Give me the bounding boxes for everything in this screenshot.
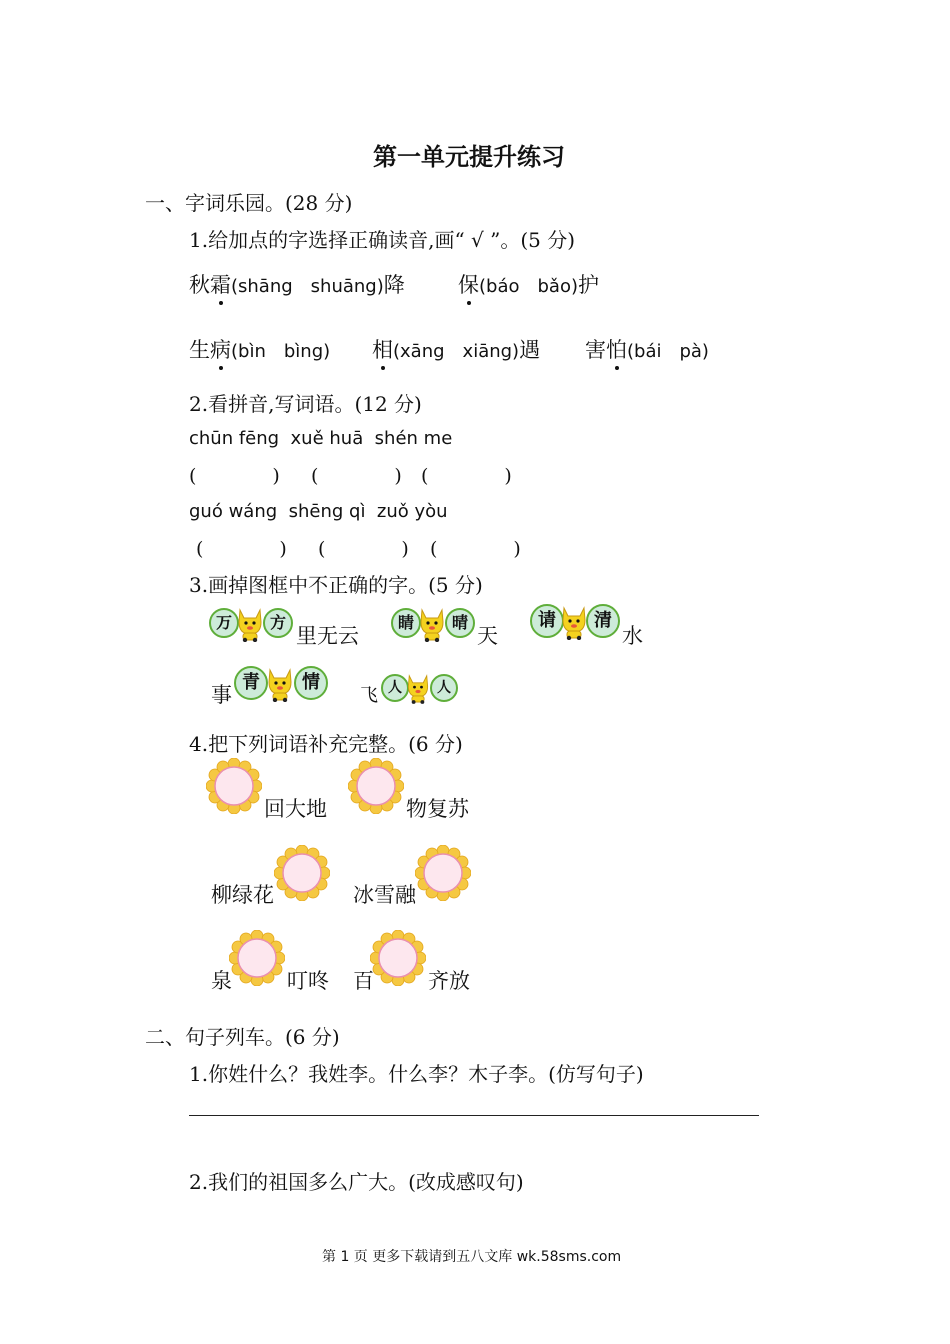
phrase-before: 泉 <box>211 969 232 993</box>
option-char-a[interactable]: 人 <box>381 674 409 702</box>
answer-blank[interactable]: ( ) <box>430 538 521 560</box>
question-1-prompt: 1.给加点的字选择正确读音,画“ √ ”。(5 分) <box>189 228 576 252</box>
flower-blank-icon[interactable] <box>415 845 471 901</box>
answer-blank[interactable]: ( ) <box>196 538 287 560</box>
character-choice-box[interactable] <box>391 606 475 642</box>
phrase-before: 飞 <box>360 685 378 706</box>
phrase-after: 水 <box>622 624 643 648</box>
phrase-after: 里无云 <box>296 624 359 648</box>
phrase-after: 天 <box>477 624 498 648</box>
character-choice-box[interactable] <box>209 606 293 642</box>
answer-line[interactable] <box>189 1115 759 1116</box>
flower-blank-icon[interactable] <box>370 930 426 986</box>
phrase-after: 物复苏 <box>406 797 469 821</box>
option-char-b[interactable]: 晴 <box>445 608 475 638</box>
cat-icon <box>264 666 296 702</box>
phrase-after: 齐放 <box>428 969 470 993</box>
pinyin-row-1: chūn fēng xuě huā shén me <box>189 428 453 449</box>
sentence-question-2: 2.我们的祖国多么广大。(改成感叹句) <box>189 1170 524 1194</box>
dotted-char: 怕 <box>606 334 627 364</box>
phrase-before: 冰雪融 <box>353 883 416 907</box>
sentence-question-1: 1.你姓什么？我姓李。什么李？木子李。(仿写句子) <box>189 1062 644 1086</box>
option-char-a[interactable]: 请 <box>530 604 564 638</box>
flower-blank-icon[interactable] <box>206 758 262 814</box>
question-3-prompt: 3.画掉图框中不正确的字。(5 分) <box>189 573 483 597</box>
pinyin-options: (báo bǎo) <box>479 276 578 297</box>
phrase-before: 百 <box>353 969 374 993</box>
flower-blank-icon[interactable] <box>274 845 330 901</box>
dotted-char: 病 <box>210 334 231 364</box>
answer-blank[interactable]: ( ) <box>421 465 512 487</box>
pinyin-choice-item[interactable]: 秋霜(shāng shuāng)降 <box>189 269 405 299</box>
phrase-before: 事 <box>211 683 232 707</box>
phrase-before: 柳绿花 <box>211 883 274 907</box>
pinyin-options: (shāng shuāng) <box>231 276 384 297</box>
pinyin-options: (bìn bìng) <box>231 341 331 362</box>
section-heading-2: 二、句子列车。(6 分) <box>145 1025 340 1049</box>
flower-blank-icon[interactable] <box>229 930 285 986</box>
pinyin-row-2: guó wáng shēng qì zuǒ yòu <box>189 501 448 522</box>
dotted-char: 相 <box>372 334 393 364</box>
cat-icon <box>234 606 266 642</box>
flower-blank-icon[interactable] <box>348 758 404 814</box>
answer-blank[interactable]: ( ) <box>318 538 409 560</box>
section-heading-1: 一、字词乐园。(28 分) <box>145 191 353 215</box>
pinyin-options: (bái pà) <box>627 341 709 362</box>
dotted-char: 霜 <box>210 269 231 299</box>
phrase-after: 回大地 <box>264 797 327 821</box>
pinyin-choice-item[interactable]: 害怕(bái pà) <box>585 334 709 364</box>
cat-icon <box>416 606 448 642</box>
dotted-char: 保 <box>458 269 479 299</box>
option-char-b[interactable]: 人 <box>430 674 458 702</box>
pinyin-choice-item[interactable]: 保(báo bǎo)护 <box>458 269 599 299</box>
page-footer: 第 1 页 更多下载请到五八文库 wk.58sms.com <box>322 1249 622 1265</box>
character-choice-box[interactable] <box>530 604 620 640</box>
question-4-prompt: 4.把下列词语补充完整。(6 分) <box>189 732 463 756</box>
option-char-b[interactable]: 方 <box>263 608 293 638</box>
option-char-a[interactable]: 青 <box>234 666 268 700</box>
pinyin-choice-item[interactable]: 相(xāng xiāng)遇 <box>372 334 540 364</box>
option-char-b[interactable]: 情 <box>294 666 328 700</box>
character-choice-box[interactable] <box>381 672 459 708</box>
pinyin-options: (xāng xiāng) <box>393 341 520 362</box>
option-char-a[interactable]: 万 <box>209 608 239 638</box>
question-2-prompt: 2.看拼音,写词语。(12 分) <box>189 392 422 416</box>
answer-blank[interactable]: ( ) <box>311 465 402 487</box>
option-char-b[interactable]: 清 <box>586 604 620 638</box>
phrase-after: 叮咚 <box>287 969 329 993</box>
page-title: 第一单元提升练习 <box>373 142 565 171</box>
cat-icon <box>404 672 432 704</box>
answer-blank[interactable]: ( ) <box>189 465 280 487</box>
pinyin-choice-item[interactable]: 生病(bìn bìng) <box>189 334 330 364</box>
option-char-a[interactable]: 睛 <box>391 608 421 638</box>
character-choice-box[interactable] <box>234 666 328 702</box>
